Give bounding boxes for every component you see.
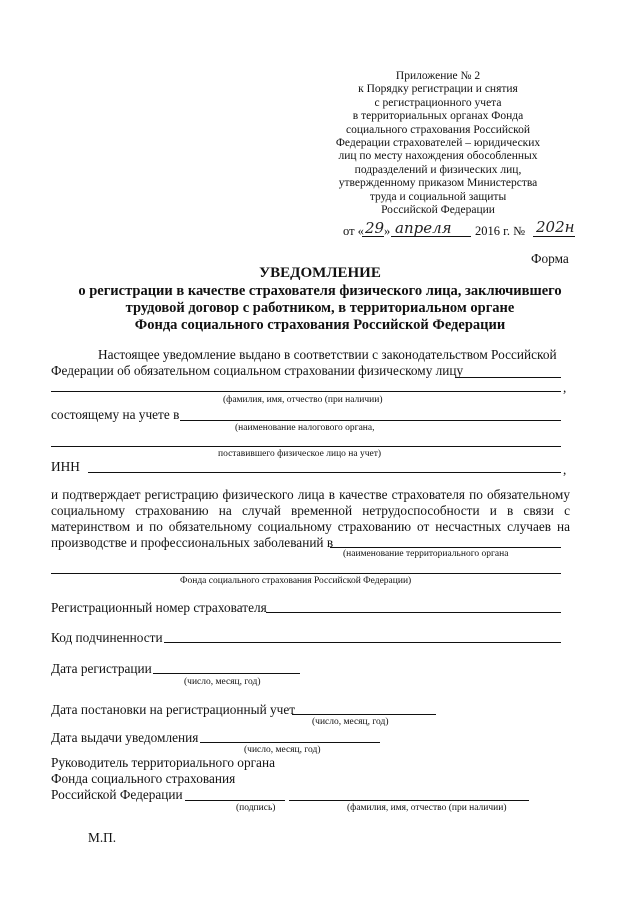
- appendix-line: в территориальных органах Фонда: [352, 110, 524, 123]
- fio-field[interactable]: [51, 391, 561, 392]
- appendix-line: Российской Федерации: [381, 204, 495, 217]
- paragraph-text: материнством и по обязательному социальному страхованию от несчастных случаев на: [51, 519, 570, 534]
- appendix-line: утвержденному приказом Министерства: [338, 177, 538, 190]
- comma: ,: [563, 380, 567, 395]
- issue-date-label: Дата выдачи уведомления: [51, 730, 199, 745]
- caption-date: (число, месяц, год): [244, 745, 321, 755]
- order-year: 2016 г. №: [475, 224, 526, 238]
- form-label: Форма: [531, 251, 569, 266]
- caption-tax-authority: (наименование налогового органа,: [235, 423, 375, 433]
- appendix-line: Федерации страхователей – юридических: [335, 137, 541, 150]
- tax-authority-field[interactable]: [180, 420, 561, 421]
- territorial-body-field-2[interactable]: [51, 573, 561, 574]
- caption-fio: (фамилия, имя, отчество (при наличии): [223, 395, 383, 405]
- signatory-title: Руководитель территориального органа: [51, 755, 275, 770]
- caption-date: (число, месяц, год): [184, 677, 261, 687]
- signatory-name-field[interactable]: [289, 800, 529, 801]
- order-date-line: [343, 220, 583, 240]
- order-day: 29: [365, 219, 385, 237]
- appendix-line: с регистрационного учета: [374, 96, 502, 109]
- order-month: апреля: [395, 219, 452, 237]
- title-line: трудовой договор с работником, в территориальном органе: [125, 300, 515, 316]
- comma: ,: [563, 462, 567, 477]
- reg-number-field[interactable]: [266, 612, 561, 613]
- appendix-line: труда и социальной защиты: [369, 190, 507, 203]
- subordination-label: Код подчиненности: [51, 630, 163, 645]
- subordination-field[interactable]: [164, 642, 561, 643]
- registration-date-field[interactable]: [292, 714, 436, 715]
- reg-date-field[interactable]: [153, 673, 300, 674]
- registration-date-label: Дата постановки на регистрационный учет: [51, 702, 296, 717]
- inn-field[interactable]: [88, 472, 561, 473]
- paragraph-text: производстве и профессиональных заболеваний в: [51, 535, 334, 550]
- paragraph-text: Настоящее уведомление выдано в соответствии с законодательством Российской: [98, 347, 557, 362]
- registered-at-label: состоящему на учете в: [51, 407, 180, 422]
- appendix-line: к Порядку регистрации и снятия: [358, 83, 518, 96]
- order-number: 202н: [536, 218, 575, 236]
- appendix-line: Приложение № 2: [395, 70, 481, 82]
- order-date-prefix: от «: [343, 224, 364, 238]
- issue-date-field[interactable]: [200, 742, 380, 743]
- appendix-line: лиц по месту нахождения обособленных: [338, 150, 538, 163]
- caption-date: (число, месяц, год): [312, 717, 389, 727]
- title-line: Фонда социального страхования Российской Федерации: [134, 317, 506, 333]
- inn-label: ИНН: [51, 459, 80, 474]
- appendix-line: социального страхования Российской: [345, 123, 531, 136]
- caption-signature: (подпись): [236, 803, 276, 813]
- signatory-title: Российской Федерации: [51, 787, 183, 802]
- signature-field[interactable]: [185, 800, 285, 801]
- recipient-field[interactable]: [455, 377, 561, 378]
- title-line: о регистрации в качестве страхователя физического лица, заключившего: [78, 283, 562, 299]
- reg-date-label: Дата регистрации: [51, 661, 152, 676]
- tax-authority-field-2[interactable]: [51, 446, 561, 447]
- stamp-label: М.П.: [88, 830, 117, 845]
- caption-fss: Фонда социального страхования Российской Федерации): [180, 576, 412, 586]
- document-title: УВЕДОМЛЕНИЕ: [259, 265, 381, 281]
- signatory-title: Фонда социального страхования: [51, 771, 236, 786]
- appendix-line: подразделений и физических лиц,: [354, 163, 522, 176]
- paragraph-text: социальному страхованию на случай временной нетрудоспособности и в связи с: [51, 503, 570, 518]
- appendix-block: [318, 70, 558, 217]
- paragraph-text: Федерации об обязательном социальном страховании физическому лицу: [51, 363, 464, 378]
- paragraph-text: и подтверждает регистрацию физического лица в качестве страхователя по обязательному: [51, 487, 570, 502]
- order-quote-close: »: [384, 224, 391, 238]
- territorial-body-field[interactable]: [330, 547, 561, 548]
- caption-territorial: (наименование территориального органа: [343, 549, 509, 559]
- caption-tax-registered: поставившего физическое лицо на учет): [218, 449, 382, 459]
- reg-number-label: Регистрационный номер страхователя: [51, 600, 267, 615]
- caption-fio: (фамилия, имя, отчество (при наличии): [347, 803, 507, 813]
